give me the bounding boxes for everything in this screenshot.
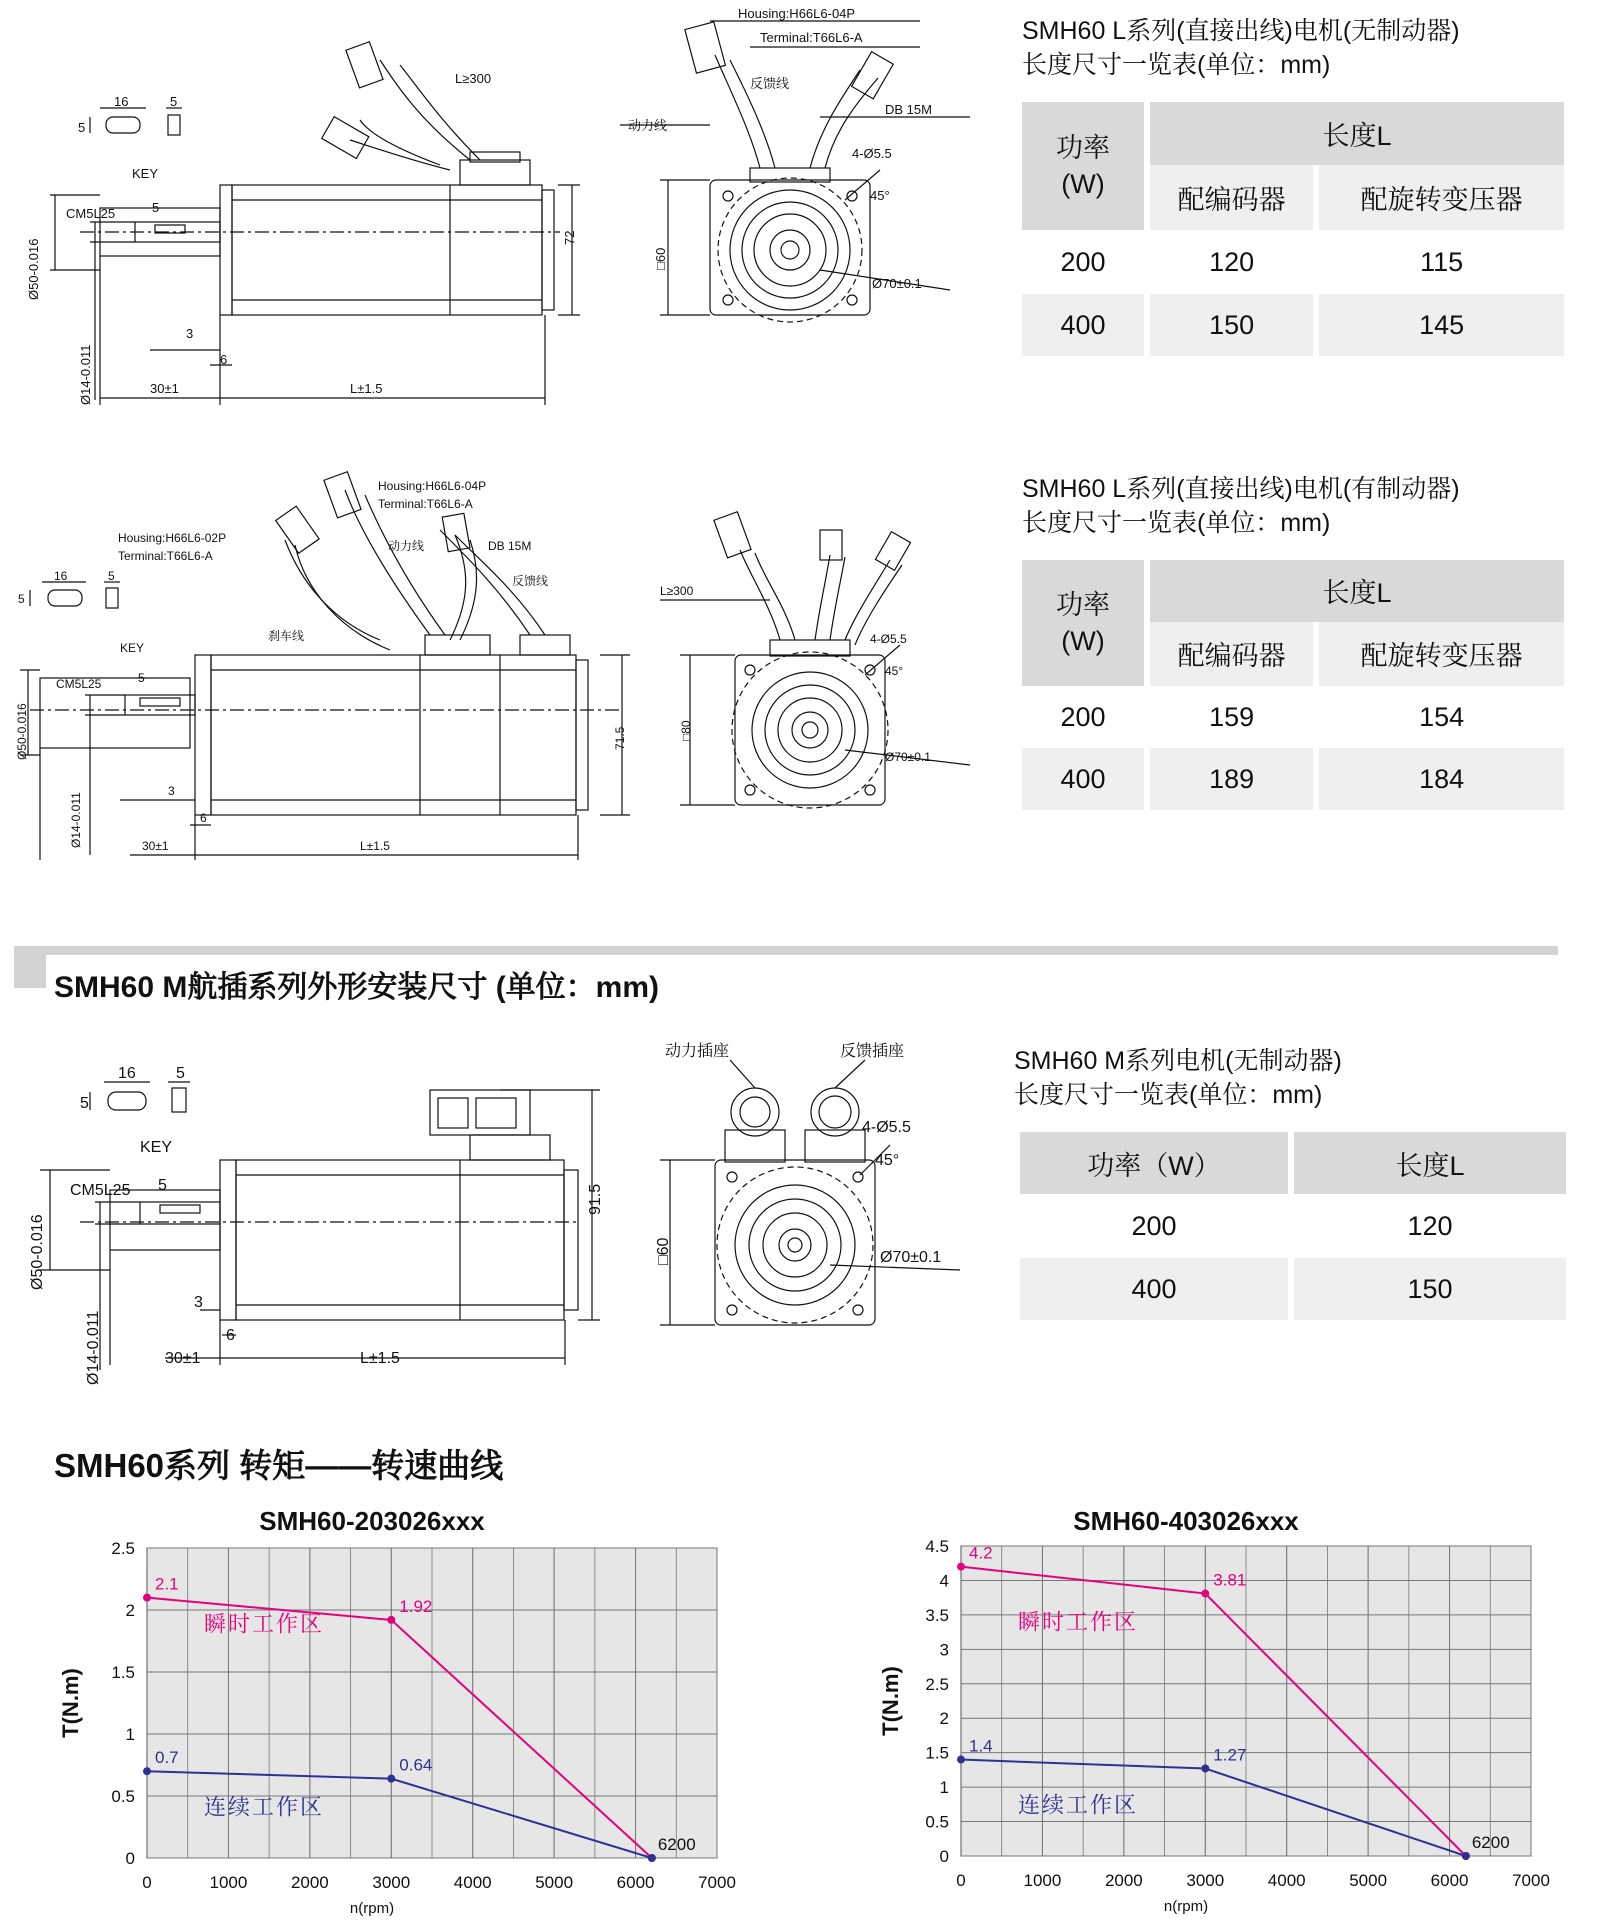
angle-label: 45° [875,1152,900,1169]
table-cell: 184 [1319,748,1564,810]
square-label: □60 [653,247,668,270]
data-label: 4.2 [969,1543,993,1563]
housing2-label: Housing:H66L6-02P [118,531,227,545]
front-view-drawing-1 [620,0,1000,360]
x-tick-label: 7000 [698,1873,736,1892]
feedback-line-label: 反馈线 [512,574,549,588]
chart-title: SMH60-203026xxx [259,1506,485,1536]
series-point [1201,1590,1209,1598]
series-point [648,1854,656,1862]
y-tick-label: 1 [939,1778,949,1798]
dim-d14: Ø14-0.011 [78,344,93,405]
section3-heading: SMH60 M航插系列外形安装尺寸 (单位：mm) [54,971,660,1004]
series-point [143,1767,151,1775]
feedback-line-label: 反馈线 [750,76,790,91]
y-tick-label: 2.5 [111,1539,135,1558]
square-label: □60 [655,1237,672,1265]
dim-16: 16 [118,1065,136,1082]
holes-label: 4-Ø5.5 [852,146,892,161]
db-label: DB 15M [488,539,532,553]
y-tick-label: 1.5 [111,1663,135,1682]
key-label: KEY [120,641,145,655]
angle-label: 45° [870,188,890,203]
terminal1-label: Terminal:T66L6-A [378,497,473,511]
x-axis-label: n(rpm) [349,1900,395,1917]
dim-d50: Ø50-0.016 [26,238,41,300]
dim-5a: 5 [108,569,115,583]
table-cell: 400 [1020,1258,1288,1320]
series-name-label: 连续工作区 [1018,1792,1139,1818]
length-table-1: 功率 (W) 长度L 配编码器 配旋转变压器 200 120 115 400 150 145 [1016,102,1570,356]
brake-line-label: 刹车线 [268,629,305,643]
series-point [957,1756,965,1764]
x-tick-label: 5000 [535,1873,574,1892]
series-point [387,1775,395,1783]
power-socket-label: 动力插座 [665,1043,730,1060]
y-tick-label: 4 [939,1571,949,1591]
y-tick-label: 2 [939,1709,949,1729]
y-tick-label: 0 [125,1849,135,1868]
y-tick-label: 3.5 [925,1605,949,1625]
x-tick-label: 2000 [1104,1871,1143,1890]
y-tick-label: 4.5 [925,1537,949,1556]
pilot-label: Ø70±0.1 [872,276,922,291]
table-cell: 145 [1319,294,1564,356]
holes-label: 4-Ø5.5 [862,1119,911,1136]
torque-speed-chart-400w [860,1500,1560,1920]
holes-label: 4-Ø5.5 [870,632,907,646]
x-tick-label: 0 [956,1871,966,1890]
table-cell: 115 [1420,246,1464,277]
x-axis-label: n(rpm) [1163,1898,1209,1915]
x-tick-label: 3000 [1186,1871,1225,1890]
data-label: 6200 [657,1835,696,1854]
dim-5b: 5 [158,1177,167,1194]
dim-5b: 5 [152,200,160,215]
table-cell: 120 [1407,1210,1453,1241]
dim-5a: 5 [170,94,178,109]
y-tick-label: 2 [125,1601,135,1620]
cable-length-label: L≥300 [455,71,492,86]
dim-height: 71.5 [613,726,627,750]
dim-5-height: 5 [18,592,25,606]
dim-6: 6 [200,811,207,825]
dim-5-height: 5 [80,1095,89,1112]
pilot-label: Ø70±0.1 [885,750,931,764]
torque-speed-chart-200w [40,1500,740,1920]
section-divider [14,946,1558,955]
thread-label: CM5L25 [70,1182,131,1199]
dim-d50: Ø50-0.016 [15,703,29,760]
series-point [1201,1765,1209,1773]
section3-title: SMH60 M系列电机(无制动器) 长度尺寸一览表(单位：mm) [1014,1047,1342,1109]
y-tick-label: 0 [939,1847,949,1866]
dim-shaft: 30±1 [150,381,179,396]
series-name-label: 瞬时工作区 [204,1611,325,1637]
series-name-label: 瞬时工作区 [1018,1609,1139,1635]
y-axis-label: T(N.m) [58,1668,83,1738]
dim-d50: Ø50-0.016 [29,1214,46,1290]
dim-height: 72 [562,230,577,245]
dim-shaft: 30±1 [142,839,169,853]
x-tick-label: 3000 [372,1873,411,1892]
y-tick-label: 3 [939,1640,949,1660]
y-tick-label: 1 [125,1725,135,1744]
dim-body: L±1.5 [360,1350,400,1367]
dim-3: 3 [168,784,175,798]
dim-shaft: 30±1 [165,1350,201,1367]
housing-label: Housing:H66L6-04P [738,6,856,21]
series-point [143,1594,151,1602]
dim-d14: Ø14-0.011 [69,792,83,848]
x-tick-label: 2000 [290,1873,329,1892]
table-cell: 154 [1419,701,1465,732]
feedback-socket-label: 反馈插座 [840,1043,905,1060]
table-cell: 200 [1060,246,1106,277]
key-label: KEY [132,166,159,181]
dim-16: 16 [54,569,68,583]
series-point [1462,1852,1470,1860]
data-label: 0.7 [155,1748,179,1768]
x-tick-label: 6000 [1430,1871,1469,1890]
key-label: KEY [140,1139,173,1156]
dim-6: 6 [220,352,228,367]
data-label: 2.1 [155,1574,179,1594]
table-cell: 200 [1060,701,1106,732]
table-cell: 120 [1209,246,1255,277]
front-view-drawing-3 [630,1030,990,1340]
table-cell: 200 [1131,1210,1177,1241]
data-label: 1.27 [1213,1745,1247,1765]
length-table-3: 功率（W） 长度L 200 120 400 150 [1014,1132,1572,1320]
series-point [387,1616,395,1624]
front-view-drawing-2 [660,505,1000,825]
series-point [957,1563,965,1571]
side-view-drawing-3 [0,1040,620,1400]
data-label: 1.92 [399,1596,433,1616]
x-tick-label: 1000 [1023,1871,1062,1890]
terminal-label: Terminal:T66L6-A [760,30,863,45]
dim-16: 16 [114,94,129,109]
y-tick-label: 1.5 [925,1743,949,1763]
table-cell: 150 [1150,294,1313,356]
x-tick-label: 4000 [453,1873,492,1892]
square-label: □80 [679,720,693,741]
y-tick-label: 2.5 [925,1674,949,1694]
data-label: 0.64 [399,1755,433,1775]
dim-body: L±1.5 [360,839,390,853]
dim-3: 3 [186,326,194,341]
thread-label: CM5L25 [66,206,116,221]
dim-body: L±1.5 [350,381,383,396]
length-table-2: 功率 (W) 长度L 配编码器 配旋转变压器 200 159 154 400 189 184 [1016,560,1570,810]
dim-5b: 5 [138,671,145,685]
data-label: 3.81 [1213,1570,1247,1590]
section-marker [14,946,46,988]
table-cell: 400 [1022,294,1144,356]
housing1-label: Housing:H66L6-04P [378,479,487,493]
pilot-label: Ø70±0.1 [880,1249,942,1266]
dim-6: 6 [226,1327,235,1344]
data-label: 6200 [1471,1833,1510,1852]
dim-5a: 5 [176,1065,185,1082]
dim-3: 3 [194,1294,203,1311]
table-cell: 150 [1294,1258,1566,1320]
y-tick-label: 0.5 [925,1812,949,1832]
cable-length-label: L≥300 [660,584,694,598]
dim-d14: Ø14-0.011 [85,1310,102,1385]
thread-label: CM5L25 [56,677,102,691]
power-line-label: 动力线 [628,118,668,133]
x-tick-label: 4000 [1267,1871,1306,1890]
x-tick-label: 6000 [616,1873,655,1892]
power-line-label: 动力线 [388,539,425,553]
table-cell: 400 [1022,748,1144,810]
series-name-label: 连续工作区 [204,1794,325,1820]
curves-heading: SMH60系列 转矩——转速曲线 [54,1447,504,1484]
x-tick-label: 0 [142,1873,152,1892]
chart-title: SMH60-403026xxx [1073,1506,1299,1536]
section1-title: SMH60 L系列(直接出线)电机(无制动器) 长度尺寸一览表(单位：mm) [1022,17,1460,79]
terminal2-label: Terminal:T66L6-A [118,549,213,563]
data-label: 1.4 [969,1736,993,1756]
y-axis-label: T(N.m) [878,1666,903,1736]
x-tick-label: 5000 [1349,1871,1388,1890]
db-label: DB 15M [885,102,932,117]
dim-height: 91.5 [587,1183,604,1215]
table-cell: 189 [1150,748,1313,810]
y-tick-label: 0.5 [111,1787,135,1806]
angle-label: 45° [885,664,904,678]
x-tick-label: 7000 [1512,1871,1550,1890]
dim-5-height: 5 [78,120,86,135]
x-tick-label: 1000 [209,1873,248,1892]
table-cell: 159 [1209,701,1255,732]
section2-title: SMH60 L系列(直接出线)电机(有制动器) 长度尺寸一览表(单位：mm) [1022,475,1460,537]
